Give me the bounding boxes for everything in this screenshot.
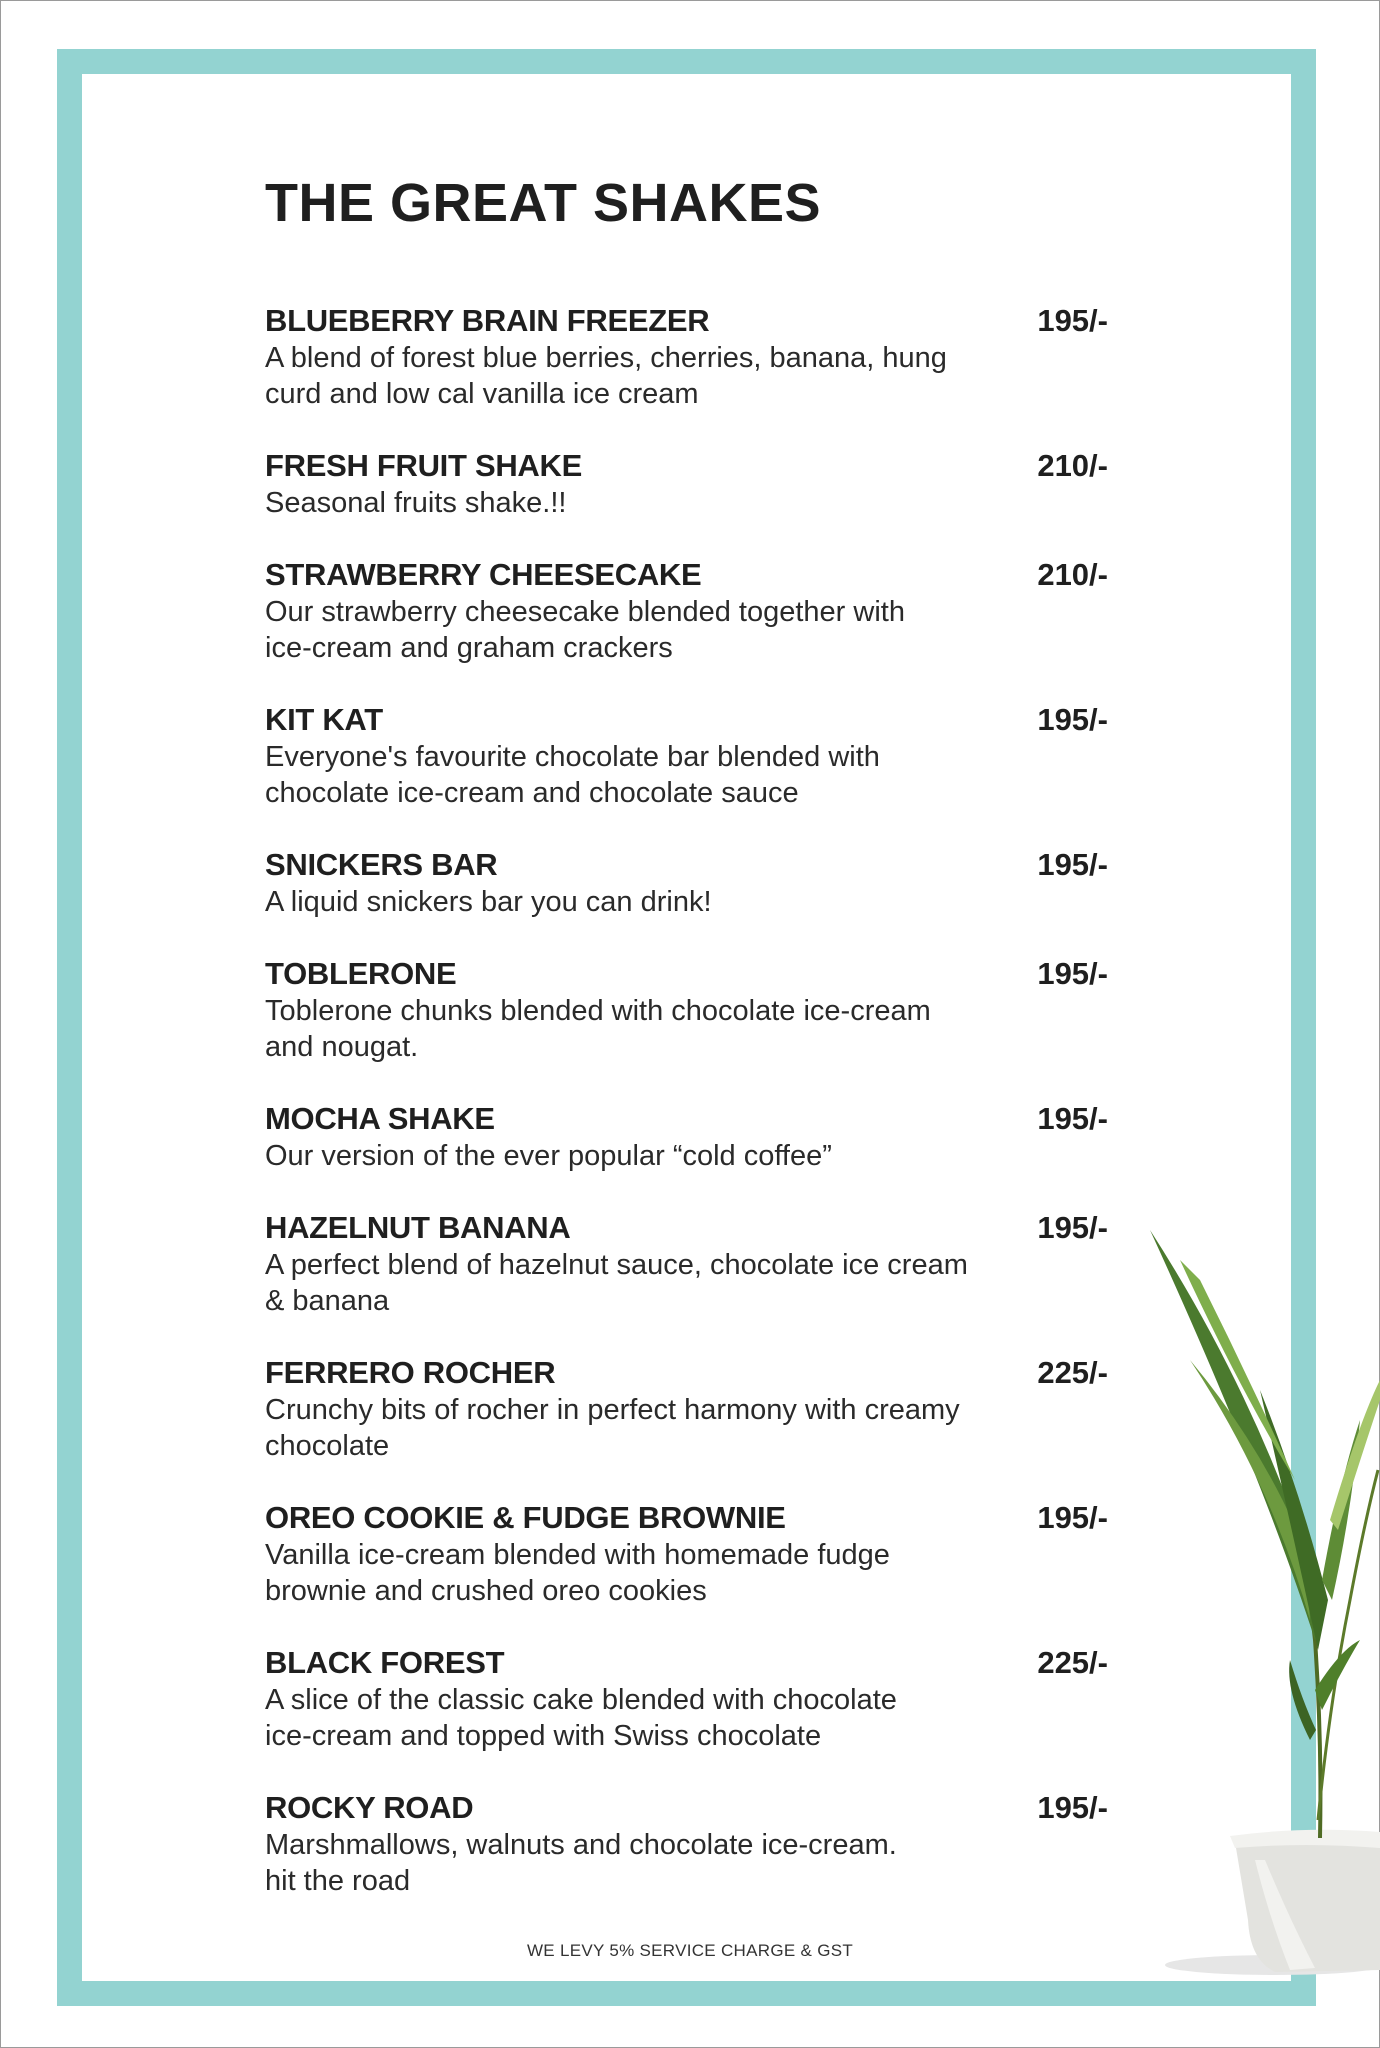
item-name: MOCHA SHAKE xyxy=(265,1101,495,1136)
item-description: A slice of the classic cake blended with chocolate ice-cream and topped with Swiss chocolate xyxy=(265,1684,897,1752)
item-price: 195/- xyxy=(1037,1790,1108,1825)
item-name: STRAWBERRY CHEESECAKE xyxy=(265,557,702,592)
item-price: 225/- xyxy=(1037,1645,1108,1680)
item-price: 195/- xyxy=(1037,1500,1108,1535)
item-price: 195/- xyxy=(1037,956,1108,991)
item-price: 225/- xyxy=(1037,1355,1108,1390)
item-price: 195/- xyxy=(1037,847,1108,882)
item-description: Seasonal fruits shake.!! xyxy=(265,487,567,519)
menu-item-rocky-road xyxy=(265,1789,1115,1899)
menu-item-toblerone xyxy=(265,955,1115,1065)
menu-title: THE GREAT SHAKES xyxy=(265,173,822,233)
menu-item-ferrero-rocher xyxy=(265,1354,1115,1464)
menu-item-kit-kat xyxy=(265,701,1115,811)
item-description: A blend of forest blue berries, cherries, banana, hung curd and low cal vanilla ice cream xyxy=(265,342,947,410)
item-price: 195/- xyxy=(1037,1101,1108,1136)
menu-item-mocha-shake xyxy=(265,1100,1115,1174)
item-name: ROCKY ROAD xyxy=(265,1790,474,1825)
item-description: A liquid snickers bar you can drink! xyxy=(265,886,712,918)
item-description: Vanilla ice-cream blended with homemade fudge brownie and crushed oreo cookies xyxy=(265,1539,890,1607)
item-name: SNICKERS BAR xyxy=(265,847,498,882)
menu-item-hazelnut-banana xyxy=(265,1209,1115,1319)
menu-list xyxy=(265,302,1115,1934)
item-description: Marshmallows, walnuts and chocolate ice-cream. hit the road xyxy=(265,1829,897,1897)
item-name: FRESH FRUIT SHAKE xyxy=(265,448,582,483)
item-price: 210/- xyxy=(1037,557,1108,592)
item-name: KIT KAT xyxy=(265,702,383,737)
item-description: Crunchy bits of rocher in perfect harmony with creamy chocolate xyxy=(265,1394,960,1462)
service-charge-note: WE LEVY 5% SERVICE CHARGE & GST xyxy=(526,1941,854,1960)
item-price: 195/- xyxy=(1037,702,1108,737)
item-description: Everyone's favourite chocolate bar blended with chocolate ice-cream and chocolate sauce xyxy=(265,741,880,809)
menu-item-strawberry-cheesecake xyxy=(265,556,1115,666)
item-name: OREO COOKIE & FUDGE BROWNIE xyxy=(265,1500,786,1535)
item-description: Our strawberry cheesecake blended together with ice-cream and graham crackers xyxy=(265,596,905,664)
item-price: 195/- xyxy=(1037,303,1108,338)
item-description: A perfect blend of hazelnut sauce, chocolate ice cream & banana xyxy=(265,1249,968,1317)
item-price: 195/- xyxy=(1037,1210,1108,1245)
item-price: 210/- xyxy=(1037,448,1108,483)
item-name: HAZELNUT BANANA xyxy=(265,1210,571,1245)
menu-item-snickers-bar xyxy=(265,846,1115,920)
item-name: BLACK FOREST xyxy=(265,1645,505,1680)
item-name: FERRERO ROCHER xyxy=(265,1355,556,1390)
potted-plant-icon xyxy=(1090,1220,1380,2000)
menu-item-black-forest xyxy=(265,1644,1115,1754)
item-description: Toblerone chunks blended with chocolate ice-cream and nougat. xyxy=(265,995,931,1063)
menu-item-fresh-fruit-shake xyxy=(265,447,1115,521)
item-description: Our version of the ever popular “cold coffee” xyxy=(265,1140,832,1172)
item-name: TOBLERONE xyxy=(265,956,457,991)
item-name: BLUEBERRY BRAIN FREEZER xyxy=(265,303,710,338)
menu-item-oreo-cookie-fudge-brownie xyxy=(265,1499,1115,1609)
menu-item-blueberry-brain-freezer xyxy=(265,302,1115,412)
